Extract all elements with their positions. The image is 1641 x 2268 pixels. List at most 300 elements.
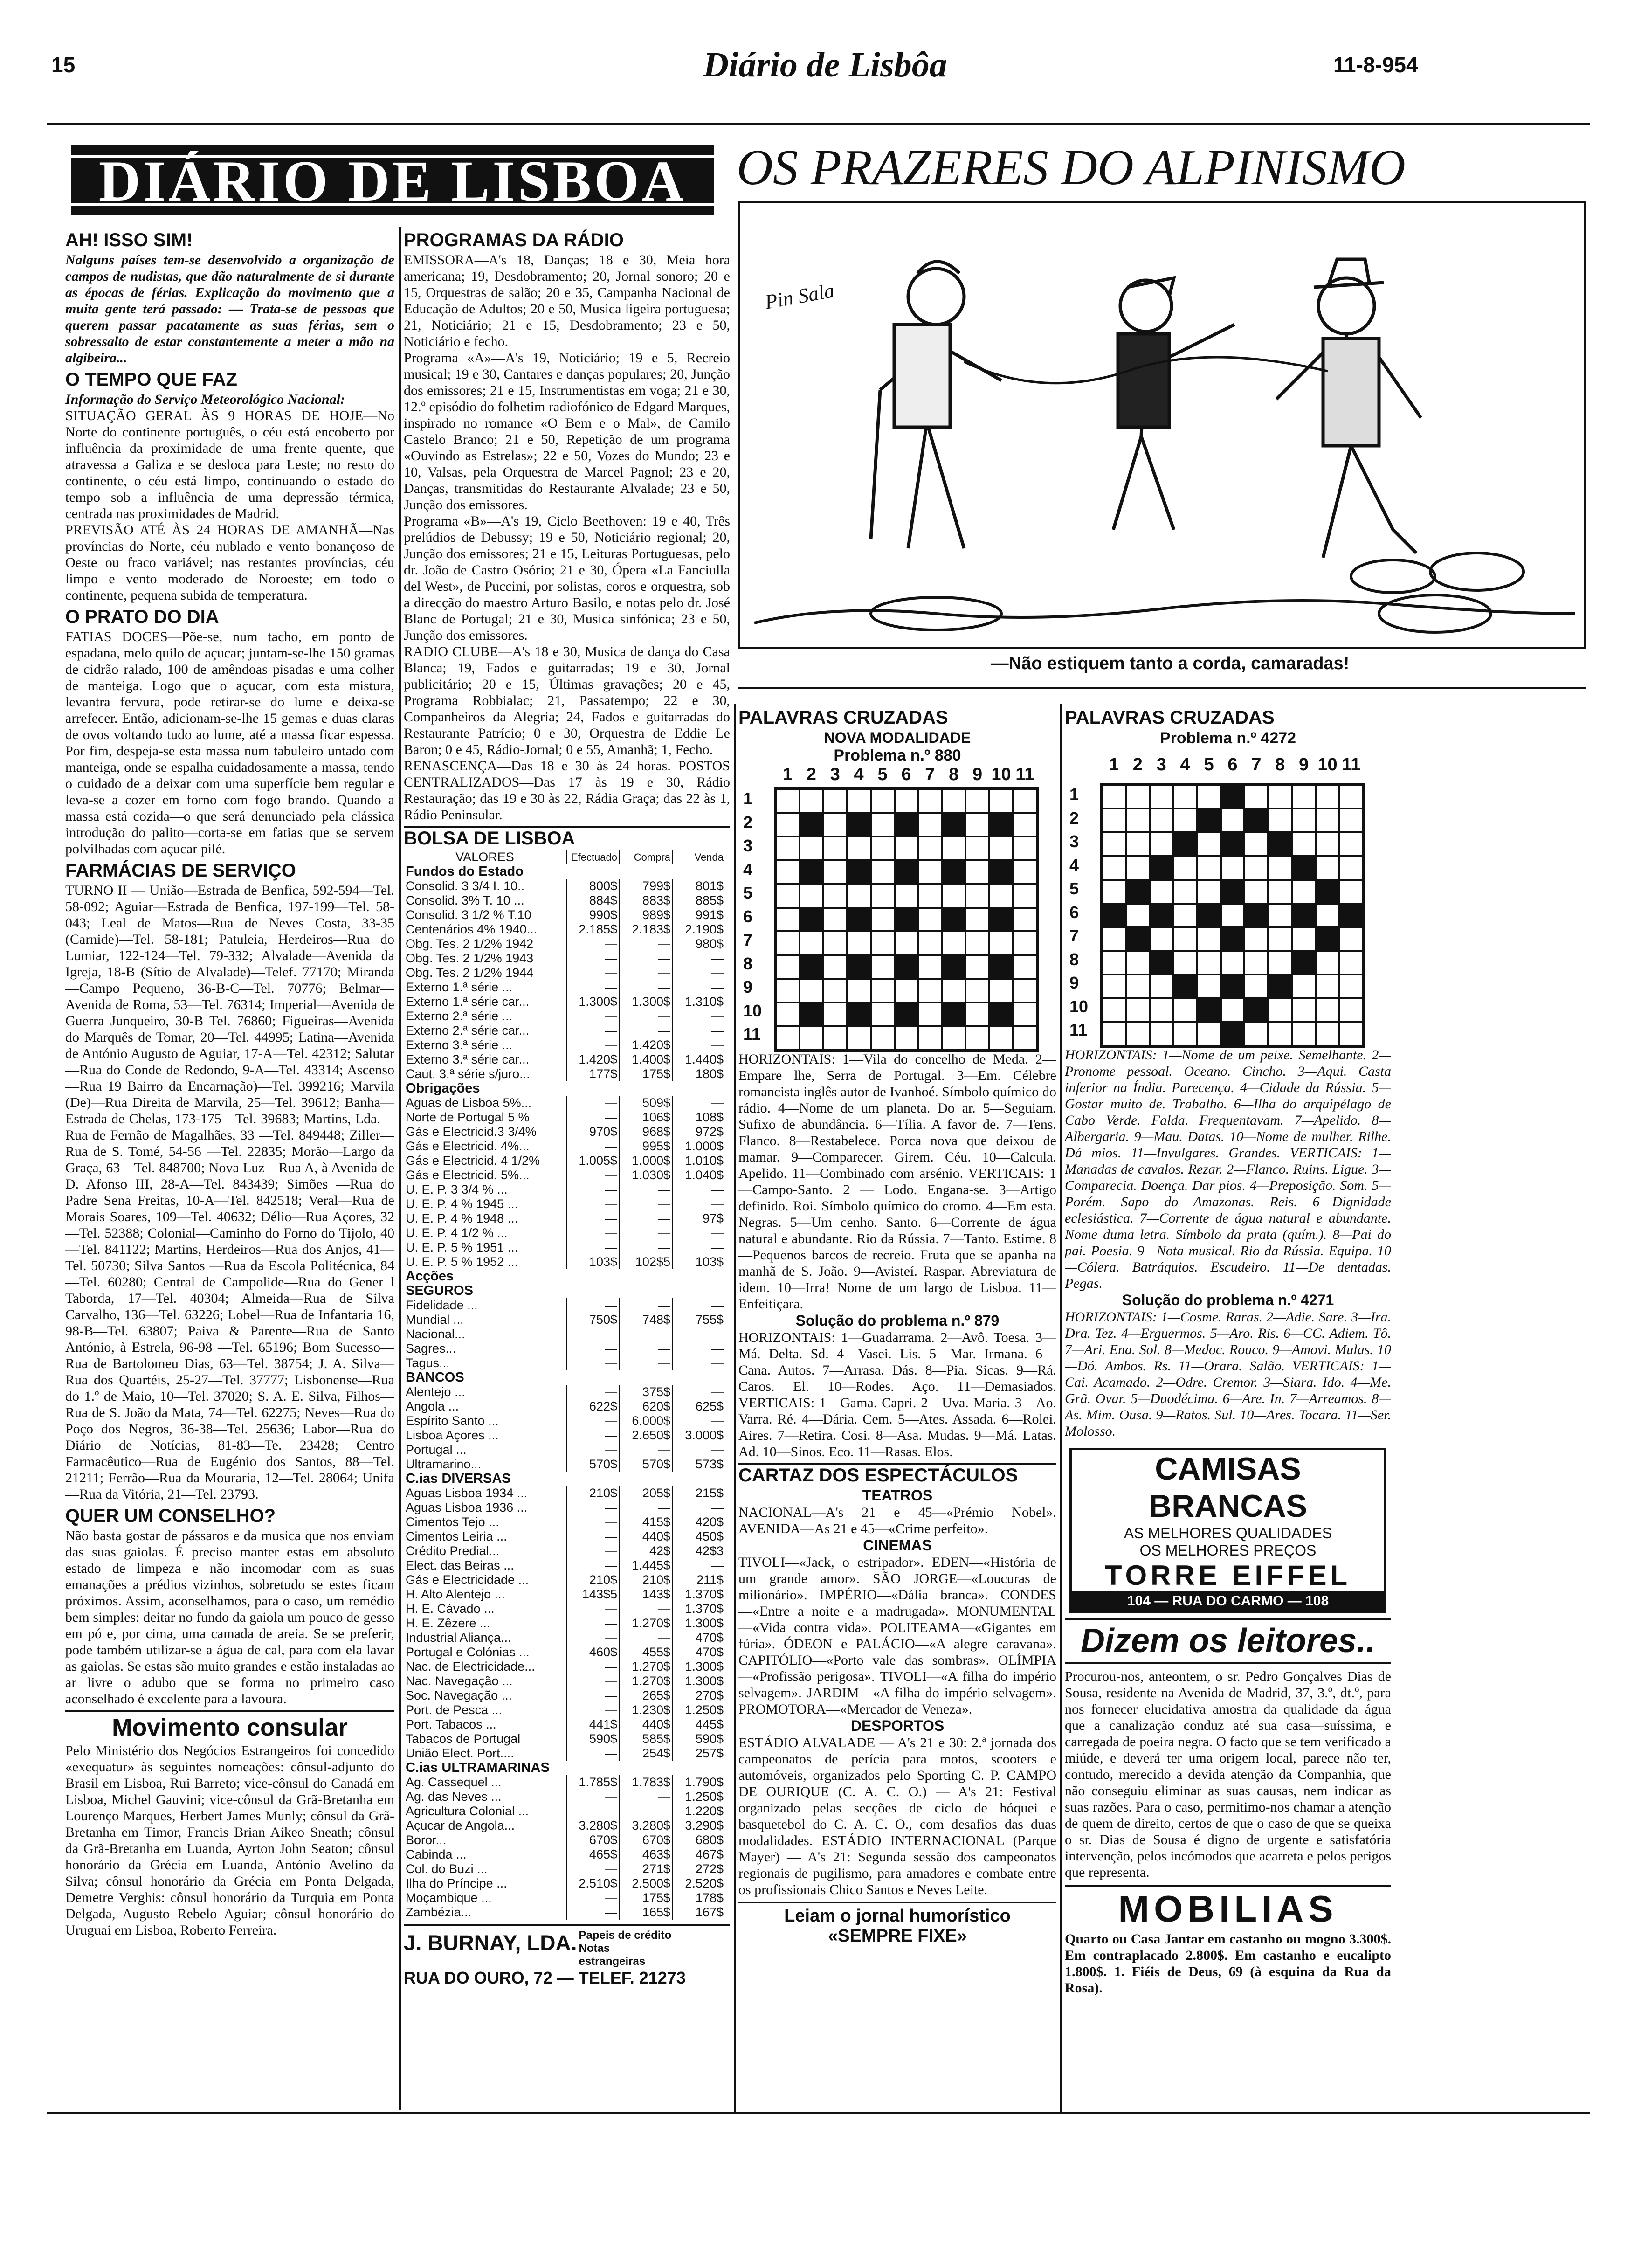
bolsa-cell-efectuado: — xyxy=(566,1660,620,1674)
bolsa-cell-venda: — xyxy=(673,1414,725,1428)
crossword-cell[interactable] xyxy=(1102,951,1126,975)
crossword-cell[interactable] xyxy=(1150,998,1173,1022)
crossword-cell[interactable] xyxy=(895,789,918,813)
bolsa-row xyxy=(404,966,725,980)
crossword-cell[interactable] xyxy=(1126,809,1150,832)
bolsa-row xyxy=(404,1862,725,1876)
bolsa-cell-valor: H. E. Cávado ... xyxy=(406,1602,495,1616)
crossword-cell[interactable] xyxy=(1221,856,1245,880)
crossword-cell[interactable] xyxy=(1244,832,1268,856)
crossword-cell[interactable] xyxy=(918,837,942,860)
crossword-row-number: 11 xyxy=(1069,1020,1088,1039)
bolsa-row xyxy=(404,1544,725,1558)
crossword-cell[interactable] xyxy=(1173,880,1197,904)
sempre-fixe-ad xyxy=(738,1902,1056,1946)
crossword-cell[interactable] xyxy=(918,1003,942,1026)
crossword-cell[interactable] xyxy=(965,860,989,884)
crossword-cell[interactable] xyxy=(918,931,942,955)
crossword-cell[interactable] xyxy=(1292,975,1316,998)
bolsa-cell-venda: 1.440$ xyxy=(673,1052,725,1067)
crossword-row-number: 7 xyxy=(1069,926,1079,945)
crossword-cell[interactable] xyxy=(965,884,989,908)
crossword-cell[interactable] xyxy=(871,1026,895,1050)
crossword-cell[interactable] xyxy=(1173,809,1197,832)
crossword-cell[interactable] xyxy=(1197,832,1221,856)
crossword-cell[interactable] xyxy=(871,931,895,955)
bolsa-cell-efectuado: 970$ xyxy=(566,1125,620,1139)
crossword-cell[interactable] xyxy=(1013,908,1037,932)
crossword-cell[interactable] xyxy=(1221,904,1245,927)
crossword-cell[interactable] xyxy=(918,884,942,908)
crossword-cell[interactable] xyxy=(1316,809,1339,832)
bolsa-row xyxy=(404,1515,725,1529)
crossword-cell[interactable] xyxy=(1339,927,1363,951)
crossword-b-title: PALAVRAS CRUZADAS xyxy=(1065,707,1275,728)
crossword-cell[interactable] xyxy=(918,979,942,1003)
crossword-b-clues: HORIZONTAIS: 1—Nome de um peixe. Semelhante. 2—Pronome pessoal. Oceano. Cincho. 3—Aqui. Casta inferior na Índia. Parecença. 4—Cidade da Rússia. 5—Gostar muito de. Trabalho. 6—Ilha do arquipélago de Cabo Verde. Falda. Frequentavam. 7—Apelido. 8—Albergaria. 9—Mau. Datas. 10—Nome de mulher. Rilhe. Dá mios. 11—Invulgares. Grandes. VERTICAIS: 1—Manadas de cavalos. Rezar. 2—Flanco. Ruins. Ligue. 3—Comparecia. Doença. Dar pios. 4—Preposição. Som. 5—Porém. Sapo do Amazonas. Reis. 6—Dignidade eclesiástica. 7—Corrente de água natural e abundante. Nome duma letra. Símbolo da prata (quím.). 8—Pai do pai. Poesia. 9—Nota musical. Rio da Rússia. Equipa. 10—Cólera. Batráquios. Escudeiro. 11—De dentadas. Pegas. xyxy=(1065,1047,1391,1291)
crossword-cell[interactable] xyxy=(1292,998,1316,1022)
crossword-cell[interactable] xyxy=(823,789,847,813)
crossword-cell[interactable] xyxy=(918,860,942,884)
crossword-cell[interactable] xyxy=(1102,880,1126,904)
crossword-cell[interactable] xyxy=(942,979,965,1003)
crossword-cell[interactable] xyxy=(1292,809,1316,832)
crossword-cell[interactable] xyxy=(1013,1026,1037,1050)
bolsa-cell-valor: U. E. P. 5 % 1952 ... xyxy=(406,1255,518,1269)
crossword-cell[interactable] xyxy=(1013,955,1037,979)
bolsa-cell-efectuado: 441$ xyxy=(566,1717,620,1732)
crossword-cell[interactable] xyxy=(1268,951,1292,975)
crossword-cell[interactable] xyxy=(1102,785,1126,809)
bolsa-cell-venda: — xyxy=(673,1096,725,1110)
crossword-cell[interactable] xyxy=(871,837,895,860)
bolsa-cell-valor: U. E. P. 4 % 1948 ... xyxy=(406,1211,518,1225)
bolsa-cell-valor: Aguas Lisboa 1936 ... xyxy=(406,1500,528,1514)
crossword-cell[interactable] xyxy=(942,789,965,813)
crossword-cell[interactable] xyxy=(823,884,847,908)
crossword-cell[interactable] xyxy=(895,837,918,860)
bolsa-cell-valor: Açucar de Angola... xyxy=(406,1819,515,1832)
crossword-b-row-numbers xyxy=(1069,783,1088,1042)
crossword-cell[interactable] xyxy=(1102,809,1126,832)
bolsa-cell-valor: U. E. P. 4 % 1945 ... xyxy=(406,1197,518,1211)
crossword-cell[interactable] xyxy=(800,1026,823,1050)
crossword-cell[interactable] xyxy=(1244,880,1268,904)
bolsa-cell-venda: 1.300$ xyxy=(673,1660,725,1674)
bolsa-cell-efectuado: — xyxy=(566,1327,620,1341)
crossword-cell[interactable] xyxy=(965,1003,989,1026)
crossword-cell[interactable] xyxy=(965,837,989,860)
crossword-cell[interactable] xyxy=(989,979,1013,1003)
crossword-cell[interactable] xyxy=(1126,1022,1150,1046)
bolsa-cell-efectuado: — xyxy=(566,1746,620,1761)
crossword-cell[interactable] xyxy=(1126,975,1150,998)
crossword-cell[interactable] xyxy=(1339,785,1363,809)
crossword-cell[interactable] xyxy=(1316,904,1339,927)
bolsa-row xyxy=(404,1587,725,1602)
crossword-black-cell xyxy=(895,860,918,884)
crossword-cell[interactable] xyxy=(1013,813,1037,837)
crossword-cell[interactable] xyxy=(871,860,895,884)
crossword-cell[interactable] xyxy=(847,884,871,908)
crossword-cell[interactable] xyxy=(895,979,918,1003)
crossword-cell[interactable] xyxy=(1102,832,1126,856)
crossword-cell[interactable] xyxy=(1013,979,1037,1003)
crossword-cell[interactable] xyxy=(1244,975,1268,998)
crossword-cell[interactable] xyxy=(965,955,989,979)
crossword-cell[interactable] xyxy=(1316,1022,1339,1046)
crossword-cell[interactable] xyxy=(1013,884,1037,908)
crossword-b-solution-title: Solução do problema n.º 4271 xyxy=(1122,1292,1334,1308)
bolsa-cell-venda: — xyxy=(673,1341,725,1356)
crossword-black-cell xyxy=(1221,880,1245,904)
crossword-cell[interactable] xyxy=(1197,975,1221,998)
bolsa-cell-compra: — xyxy=(620,1226,673,1240)
crossword-cell[interactable] xyxy=(776,860,800,884)
crossword-cell[interactable] xyxy=(1173,904,1197,927)
crossword-cell[interactable] xyxy=(1268,785,1292,809)
crossword-cell[interactable] xyxy=(776,1026,800,1050)
crossword-cell[interactable] xyxy=(1316,975,1339,998)
crossword-cell[interactable] xyxy=(1173,927,1197,951)
dizem-leitores-title: Dizem os leitores.. xyxy=(1080,1622,1376,1660)
camisas-address: 104 — RUA DO CARMO — 108 xyxy=(1072,1591,1384,1611)
crossword-cell[interactable] xyxy=(1316,951,1339,975)
crossword-cell[interactable] xyxy=(1013,931,1037,955)
crossword-cell[interactable] xyxy=(871,908,895,932)
bolsa-cell-compra: — xyxy=(620,1211,673,1226)
crossword-cell[interactable] xyxy=(871,1003,895,1026)
crossword-cell[interactable] xyxy=(1173,856,1197,880)
crossword-cell[interactable] xyxy=(800,837,823,860)
crossword-cell[interactable] xyxy=(776,908,800,932)
bolsa-cell-venda: — xyxy=(673,1500,725,1515)
crossword-cell[interactable] xyxy=(895,884,918,908)
bolsa-cell-efectuado: — xyxy=(566,1385,620,1399)
crossword-cell[interactable] xyxy=(847,1026,871,1050)
crossword-a-subtitle: NOVA MODALIDADE xyxy=(824,729,971,746)
crossword-cell[interactable] xyxy=(1244,785,1268,809)
crossword-cell[interactable] xyxy=(823,979,847,1003)
bolsa-cell-efectuado: 460$ xyxy=(566,1645,620,1660)
bolsa-row xyxy=(404,1385,725,1399)
bolsa-cell-compra: 265$ xyxy=(620,1688,673,1703)
bolsa-cell-valor: Consolid. 3% T. 10 ... xyxy=(406,893,524,907)
bolsa-row xyxy=(404,1631,725,1645)
crossword-cell[interactable] xyxy=(918,789,942,813)
section-title-bolsa: BOLSA DE LISBOA xyxy=(404,826,730,849)
crossword-cell[interactable] xyxy=(871,884,895,908)
crossword-cell[interactable] xyxy=(1221,998,1245,1022)
crossword-cell[interactable] xyxy=(800,931,823,955)
crossword-column-number: 5 xyxy=(877,765,888,784)
cartoon-caption: —Não estiquem tanto a corda, camaradas! xyxy=(991,654,1350,673)
crossword-cell[interactable] xyxy=(847,931,871,955)
crossword-row-number: 8 xyxy=(743,954,753,973)
crossword-cell[interactable] xyxy=(1339,998,1363,1022)
crossword-cell[interactable] xyxy=(1013,837,1037,860)
crossword-cell[interactable] xyxy=(871,813,895,837)
crossword-cell[interactable] xyxy=(823,860,847,884)
crossword-cell[interactable] xyxy=(823,908,847,932)
crossword-cell[interactable] xyxy=(1268,809,1292,832)
crossword-cell[interactable] xyxy=(1316,998,1339,1022)
crossword-cell[interactable] xyxy=(847,789,871,813)
bolsa-cell-efectuado: 1.005$ xyxy=(566,1154,620,1168)
crossword-column-number: 1 xyxy=(1109,755,1119,774)
crossword-b-grid xyxy=(1100,783,1365,1048)
bolsa-cell-venda: — xyxy=(673,1298,725,1313)
bolsa-row xyxy=(404,1833,725,1847)
crossword-cell[interactable] xyxy=(942,884,965,908)
bolsa-cell-compra: 463$ xyxy=(620,1847,673,1862)
crossword-cell[interactable] xyxy=(1244,927,1268,951)
crossword-cell[interactable] xyxy=(1150,880,1173,904)
crossword-cell[interactable] xyxy=(1150,832,1173,856)
crossword-cell[interactable] xyxy=(965,789,989,813)
bolsa-cell-efectuado: 622$ xyxy=(566,1399,620,1414)
crossword-cell[interactable] xyxy=(918,908,942,932)
bolsa-header-valores: VALORES xyxy=(455,850,514,864)
bolsa-cell-efectuado: — xyxy=(566,1356,620,1370)
crossword-cell[interactable] xyxy=(1292,832,1316,856)
crossword-cell[interactable] xyxy=(989,837,1013,860)
crossword-cell[interactable] xyxy=(1339,951,1363,975)
crossword-cell[interactable] xyxy=(1173,1022,1197,1046)
bolsa-cell-compra: — xyxy=(620,1804,673,1819)
bolsa-row xyxy=(404,1905,725,1920)
section-title-ah-isso-sim: AH! ISSO SIM! xyxy=(65,230,193,250)
teatros-title: TEATROS xyxy=(862,1487,933,1504)
crossword-cell[interactable] xyxy=(1102,975,1126,998)
bolsa-row xyxy=(404,1703,725,1717)
bolsa-cell-compra: — xyxy=(620,1182,673,1197)
crossword-cell[interactable] xyxy=(1244,856,1268,880)
crossword-cell[interactable] xyxy=(1268,1022,1292,1046)
bolsa-cell-valor: Zambézia... xyxy=(406,1905,472,1919)
crossword-cell[interactable] xyxy=(776,1003,800,1026)
bolsa-cell-compra: 1.783$ xyxy=(620,1775,673,1790)
bolsa-cell-valor: Cabinda ... xyxy=(406,1847,467,1861)
crossword-cell[interactable] xyxy=(1221,809,1245,832)
crossword-cell[interactable] xyxy=(871,789,895,813)
bolsa-row xyxy=(404,1168,725,1182)
bolsa-row xyxy=(404,1154,725,1168)
bolsa-cell-compra: 254$ xyxy=(620,1746,673,1761)
crossword-cell[interactable] xyxy=(1316,785,1339,809)
bottom-rule xyxy=(47,2112,1590,2114)
crossword-cell[interactable] xyxy=(965,1026,989,1050)
crossword-cell[interactable] xyxy=(942,1026,965,1050)
crossword-cell[interactable] xyxy=(1316,856,1339,880)
crossword-cell[interactable] xyxy=(1173,998,1197,1022)
crossword-cell[interactable] xyxy=(1173,951,1197,975)
bolsa-cell-efectuado: — xyxy=(566,1038,620,1052)
crossword-cell[interactable] xyxy=(989,884,1013,908)
bolsa-row xyxy=(404,1240,725,1255)
crossword-column-number: 6 xyxy=(901,765,911,784)
crossword-cell[interactable] xyxy=(1292,785,1316,809)
crossword-cell[interactable] xyxy=(1150,809,1173,832)
crossword-row-number: 3 xyxy=(1069,832,1079,851)
crossword-cell[interactable] xyxy=(1197,856,1221,880)
crossword-cell[interactable] xyxy=(1316,832,1339,856)
crossword-cell[interactable] xyxy=(989,931,1013,955)
bolsa-cell-compra: 1.270$ xyxy=(620,1674,673,1688)
crossword-cell[interactable] xyxy=(942,931,965,955)
crossword-cell[interactable] xyxy=(965,813,989,837)
crossword-cell[interactable] xyxy=(1102,1022,1126,1046)
bolsa-cell-efectuado: — xyxy=(566,1182,620,1197)
crossword-cell[interactable] xyxy=(847,979,871,1003)
crossword-cell[interactable] xyxy=(1126,785,1150,809)
crossword-cell[interactable] xyxy=(989,1026,1013,1050)
crossword-cell[interactable] xyxy=(1150,1022,1173,1046)
crossword-cell[interactable] xyxy=(965,908,989,932)
crossword-cell[interactable] xyxy=(1197,785,1221,809)
consular-text: Pelo Ministério dos Negócios Estrangeiros foi concedido «exequatur» às seguintes nomeações: cônsul-adjunto do Brasil em Lisboa, Rui Barreto; vice-cônsul do Canadá em Lisboa, Michel Gauvini; vice-cônsul da Grã-Bretanha em Lourenço Marques, Herbert James Munly; cônsul da Grã-Bretanha em Timor, Francis Brian Aikeo Sneath; cônsul da Grã-Bretanha em Luanda, Ayrton John Seaton; cônsul honorário da Grécia em Luanda, António Avelino da Silva; cônsul honorário da Grécia em Ponta Delgada, Demetre Verghis: cônsul honorário da Turquia em Ponta Delgada, Augusto Rebelo Aguiar; cônsul honorário do Uruguai em Lisboa, Roberto Ferreira. xyxy=(65,1743,394,1938)
crossword-cell[interactable] xyxy=(800,884,823,908)
crossword-cell[interactable] xyxy=(823,955,847,979)
crossword-cell[interactable] xyxy=(989,789,1013,813)
bolsa-row xyxy=(404,1096,725,1110)
bolsa-cell-efectuado: — xyxy=(566,1790,620,1804)
crossword-cell[interactable] xyxy=(776,813,800,837)
crossword-cell[interactable] xyxy=(1292,880,1316,904)
bolsa-cell-efectuado: 1.785$ xyxy=(566,1775,620,1790)
crossword-cell[interactable] xyxy=(1197,951,1221,975)
crossword-cell[interactable] xyxy=(1126,856,1150,880)
crossword-cell[interactable] xyxy=(1292,1022,1316,1046)
crossword-column-number: 10 xyxy=(1317,755,1338,774)
crossword-cell[interactable] xyxy=(1150,785,1173,809)
bolsa-cell-valor: Obg. Tes. 2 1/2% 1942 xyxy=(406,937,534,951)
crossword-cell[interactable] xyxy=(1013,1003,1037,1026)
crossword-cell[interactable] xyxy=(1197,927,1221,951)
crossword-cell[interactable] xyxy=(895,1026,918,1050)
crossword-black-cell xyxy=(989,908,1013,932)
crossword-cell[interactable] xyxy=(1173,785,1197,809)
crossword-cell[interactable] xyxy=(895,931,918,955)
crossword-cell[interactable] xyxy=(1268,998,1292,1022)
column-rule-1 xyxy=(399,227,401,2110)
crossword-cell[interactable] xyxy=(1268,880,1292,904)
crossword-cell[interactable] xyxy=(1339,832,1363,856)
crossword-black-cell xyxy=(1221,975,1245,998)
crossword-cell[interactable] xyxy=(1339,880,1363,904)
crossword-cell[interactable] xyxy=(823,931,847,955)
bolsa-cell-efectuado: 570$ xyxy=(566,1457,620,1472)
crossword-cell[interactable] xyxy=(823,837,847,860)
crossword-cell[interactable] xyxy=(965,931,989,955)
crossword-black-cell xyxy=(1150,951,1173,975)
bolsa-cell-compra: — xyxy=(620,937,673,951)
bolsa-cell-valor: Ag. Cassequel ... xyxy=(406,1775,502,1789)
crossword-black-cell xyxy=(1221,832,1245,856)
crossword-cell[interactable] xyxy=(1102,998,1126,1022)
crossword-cell[interactable] xyxy=(1126,951,1150,975)
crossword-cell[interactable] xyxy=(847,837,871,860)
crossword-cell[interactable] xyxy=(823,1026,847,1050)
crossword-cell[interactable] xyxy=(942,837,965,860)
crossword-cell[interactable] xyxy=(1339,975,1363,998)
crossword-cell[interactable] xyxy=(918,955,942,979)
crossword-cell[interactable] xyxy=(776,955,800,979)
crossword-cell[interactable] xyxy=(776,884,800,908)
bolsa-cell-efectuado: 177$ xyxy=(566,1067,620,1081)
bolsa-cell-compra: — xyxy=(620,966,673,980)
crossword-cell[interactable] xyxy=(1150,927,1173,951)
bolsa-cell-compra: 102$5 xyxy=(620,1255,673,1269)
bolsa-row xyxy=(404,1414,725,1428)
crossword-cell[interactable] xyxy=(1292,927,1316,951)
crossword-cell[interactable] xyxy=(1268,904,1292,927)
bolsa-cell-compra: 440$ xyxy=(620,1717,673,1732)
bolsa-cell-venda: 445$ xyxy=(673,1717,725,1732)
crossword-cell[interactable] xyxy=(1339,809,1363,832)
bolsa-cell-venda: 972$ xyxy=(673,1125,725,1139)
crossword-cell[interactable] xyxy=(1197,1022,1221,1046)
crossword-cell[interactable] xyxy=(1013,789,1037,813)
crossword-black-cell xyxy=(1221,927,1245,951)
crossword-row-number: 7 xyxy=(743,930,753,949)
crossword-cell[interactable] xyxy=(1339,856,1363,880)
crossword-cell[interactable] xyxy=(965,979,989,1003)
section-title-farmacias: FARMÁCIAS DE SERVIÇO xyxy=(65,860,296,881)
crossword-cell[interactable] xyxy=(776,979,800,1003)
crossword-cell[interactable] xyxy=(776,837,800,860)
crossword-cell[interactable] xyxy=(871,979,895,1003)
crossword-cell[interactable] xyxy=(823,1003,847,1026)
crossword-cell[interactable] xyxy=(1244,951,1268,975)
bolsa-cell-venda: 1.040$ xyxy=(673,1168,725,1182)
crossword-cell[interactable] xyxy=(918,1026,942,1050)
crossword-cell[interactable] xyxy=(1126,832,1150,856)
crossword-cell[interactable] xyxy=(1126,904,1150,927)
crossword-cell[interactable] xyxy=(1268,927,1292,951)
crossword-cell[interactable] xyxy=(1339,1022,1363,1046)
crossword-cell[interactable] xyxy=(918,813,942,837)
crossword-cell[interactable] xyxy=(823,813,847,837)
crossword-cell[interactable] xyxy=(1013,860,1037,884)
crossword-cell[interactable] xyxy=(1102,856,1126,880)
bolsa-cell-valor: Soc. Navegação ... xyxy=(406,1688,512,1702)
bolsa-cell-efectuado: — xyxy=(566,1110,620,1125)
crossword-cell[interactable] xyxy=(1244,1022,1268,1046)
tempo-subtitle: Informação do Serviço Meteorológico Nacional: xyxy=(65,392,345,407)
crossword-cell[interactable] xyxy=(871,955,895,979)
bolsa-cell-valor: Port. de Pesca ... xyxy=(406,1703,503,1717)
crossword-cell[interactable] xyxy=(776,931,800,955)
bolsa-cell-compra: 1.445$ xyxy=(620,1558,673,1573)
crossword-black-cell xyxy=(1197,904,1221,927)
top-rule xyxy=(47,123,1590,125)
bolsa-row xyxy=(404,1341,725,1356)
crossword-cell[interactable] xyxy=(1221,951,1245,975)
section-title-radio: PROGRAMAS DA RÁDIO xyxy=(404,230,624,250)
crossword-cell[interactable] xyxy=(776,789,800,813)
bolsa-cell-efectuado: — xyxy=(566,1703,620,1717)
crossword-cell[interactable] xyxy=(1268,856,1292,880)
crossword-cell[interactable] xyxy=(800,979,823,1003)
crossword-cell[interactable] xyxy=(1126,998,1150,1022)
crossword-cell[interactable] xyxy=(1150,975,1173,998)
crossword-column-number: 7 xyxy=(1251,755,1262,774)
bolsa-cell-compra: — xyxy=(620,951,673,966)
crossword-cell[interactable] xyxy=(1197,880,1221,904)
crossword-cell[interactable] xyxy=(800,789,823,813)
crossword-cell[interactable] xyxy=(1102,927,1126,951)
